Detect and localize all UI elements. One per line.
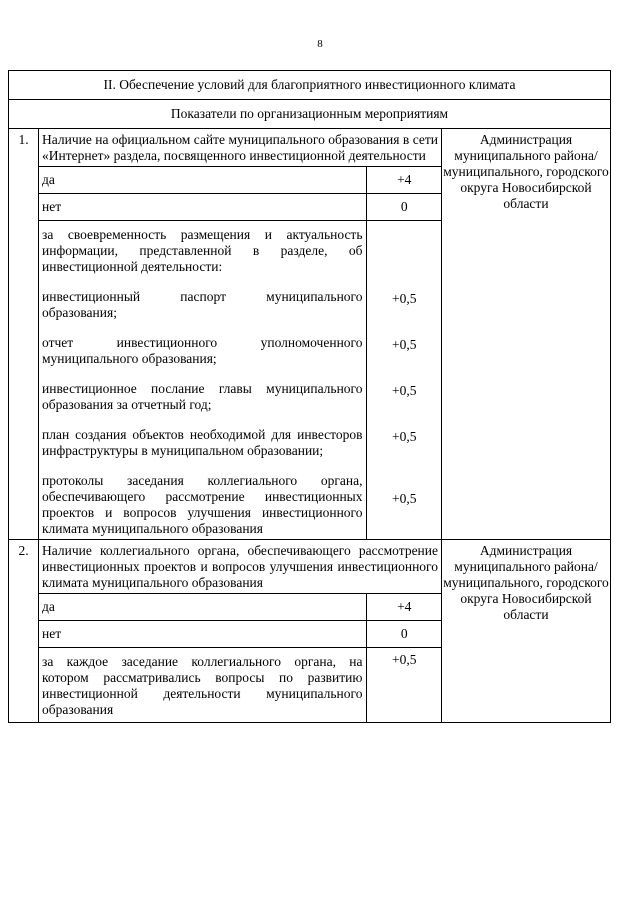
score-table xyxy=(39,166,442,539)
option-score: 0 xyxy=(366,621,442,648)
criterion-cell xyxy=(39,129,442,540)
criterion-text: Наличие на официальном сайте муниципального образования в сети «Интернет» раздела, посвященного инвестиционной деятельности xyxy=(42,132,438,163)
detail-item: отчет инвестиционного уполномоченного муниципального образования; xyxy=(42,335,363,366)
detail-score: +0,5 xyxy=(392,429,417,444)
detail-item: инвестиционное послание главы муниципального образования за отчетный год; xyxy=(42,381,363,412)
details-text-cell xyxy=(39,221,366,540)
subsection-header-row xyxy=(9,100,611,129)
detail-score: +0,5 xyxy=(392,337,417,352)
option-score: +4 xyxy=(366,594,442,621)
option-label: да xyxy=(39,167,366,194)
detail-item: инвестиционный паспорт муниципального образования; xyxy=(42,289,363,320)
subsection-title: Показатели по организационным мероприятиям xyxy=(9,100,611,129)
details-row xyxy=(39,648,442,723)
detail-score: +0,5 xyxy=(392,291,417,306)
row-number: 2. xyxy=(9,540,39,723)
section-header-row xyxy=(9,71,611,100)
criterion-text: Наличие коллегиального органа, обеспечивающего рассмотрение инвестиционных проектов и вопросов улучшения инвестиционного климата муниципального образования xyxy=(42,543,438,590)
row-number: 1. xyxy=(9,129,39,540)
details-row xyxy=(39,221,442,540)
table-row xyxy=(9,129,611,540)
option-score: +4 xyxy=(366,167,442,194)
option-row xyxy=(39,621,442,648)
option-row xyxy=(39,194,442,221)
table-row xyxy=(9,540,611,723)
details-score-cell xyxy=(366,648,442,723)
criteria-table xyxy=(8,70,611,723)
option-label: нет xyxy=(39,194,366,221)
details-text-cell xyxy=(39,648,366,723)
option-row xyxy=(39,594,442,621)
detail-score: +0,5 xyxy=(392,652,417,667)
option-row xyxy=(39,167,442,194)
detail-item: протоколы заседания коллегиального органа, обеспечивающего рассмотрение инвестиционных проектов и вопросов улучшения инвестиционного климата муниципального образования xyxy=(42,473,363,536)
section-title: II. Обеспечение условий для благоприятного инвестиционного климата xyxy=(9,71,611,100)
option-score: 0 xyxy=(366,194,442,221)
details-score-cell xyxy=(366,221,442,540)
score-table xyxy=(39,593,442,722)
detail-item: план создания объектов необходимой для инвесторов инфраструктуры в муниципальном образовании; xyxy=(42,427,363,458)
option-label: да xyxy=(39,594,366,621)
detail-score: +0,5 xyxy=(392,491,417,506)
criterion-cell xyxy=(39,540,442,723)
detail-score: +0,5 xyxy=(392,383,417,398)
responsible-organization: Администрация муниципального района/муниципального, городского округа Новосибирской области xyxy=(442,540,611,723)
responsible-organization: Администрация муниципального района/муниципального, городского округа Новосибирской области xyxy=(442,129,611,540)
detail-item: за каждое заседание коллегиального органа, на котором рассматривались вопросы по развитию инвестиционной деятельности муниципального образования xyxy=(42,654,363,717)
details-intro: за своевременность размещения и актуальность информации, представленной в разделе, об инвестиционной деятельности: xyxy=(42,227,363,274)
option-label: нет xyxy=(39,621,366,648)
page-number: 8 xyxy=(317,38,323,50)
